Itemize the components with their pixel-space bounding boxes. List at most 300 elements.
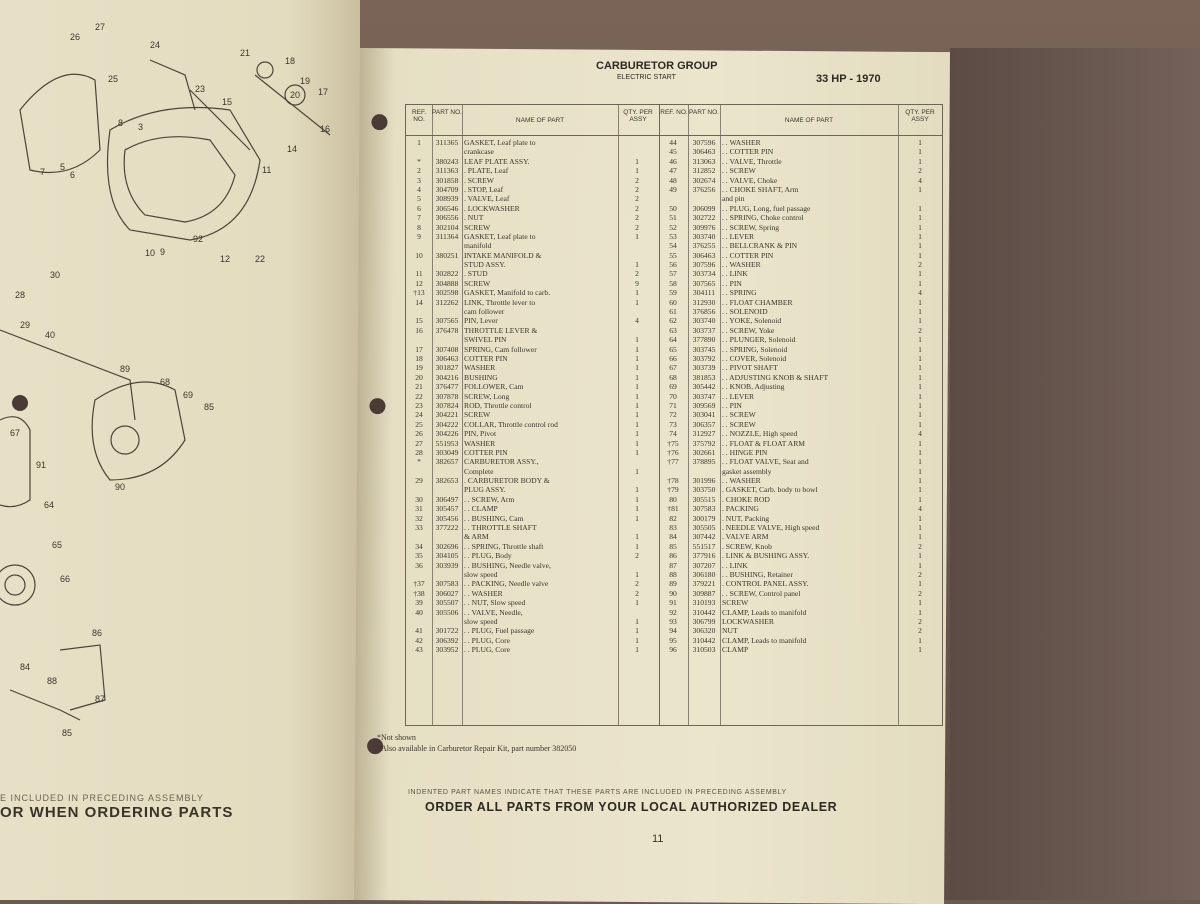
qty: 1: [918, 438, 922, 448]
part-no: 302696: [435, 541, 459, 551]
qty: 1: [918, 156, 922, 166]
part-name: . . PACKING, Needle valve: [464, 579, 549, 589]
qty: 4: [918, 429, 922, 439]
qty: 1: [918, 250, 922, 260]
part-no: 304111: [692, 288, 716, 298]
table-row: [406, 495, 659, 504]
left-footer-order: OR WHEN ORDERING PARTS: [0, 804, 234, 821]
qty: 1: [635, 485, 639, 495]
qty: 1: [918, 579, 922, 589]
ref-no: 80: [669, 494, 677, 504]
part-name: . . NOZZLE, High speed: [722, 429, 798, 439]
qty: 1: [918, 344, 922, 354]
svg-text:9: 9: [160, 247, 166, 257]
svg-text:10: 10: [145, 248, 156, 258]
svg-text:85: 85: [62, 728, 73, 738]
ref-no: 60: [669, 297, 677, 307]
ref-no: 89: [669, 579, 677, 589]
ref-no: 54: [669, 241, 677, 251]
column-header-name: NAME OF PART: [515, 117, 565, 124]
part-no: 306099: [692, 203, 716, 213]
table-row: [660, 288, 943, 297]
part-name: . GASKET, Carb. body to bowl: [722, 485, 818, 495]
qty: 2: [635, 213, 639, 223]
part-no: 307408: [435, 344, 459, 354]
part-no: 301996: [692, 476, 716, 486]
part-no: 303740: [692, 316, 716, 326]
part-no: 310503: [692, 645, 716, 655]
ref-no: 64: [669, 335, 677, 345]
part-name: slow speed: [464, 616, 498, 626]
table-row: [406, 570, 659, 579]
part-no: 302822: [435, 269, 459, 279]
part-no: 305507: [435, 598, 459, 608]
part-name: LOCKWASHER: [722, 616, 774, 626]
part-no: 376256: [692, 184, 716, 194]
ref-no: 61: [669, 307, 677, 317]
table-row: [660, 345, 943, 354]
part-name: . LOCKWASHER: [464, 203, 520, 213]
part-name: . . YOKE, Solenoid: [722, 316, 782, 326]
table-row: [660, 373, 943, 382]
part-name: manifold: [464, 241, 492, 251]
ref-no: 29: [415, 476, 423, 486]
qty: 9: [635, 278, 639, 288]
ref-no: 53: [669, 231, 677, 241]
qty: 1: [918, 335, 922, 345]
table-row: [406, 626, 659, 635]
binder-hole: [369, 398, 385, 414]
ref-no: 65: [669, 344, 677, 354]
part-name: COLLAR, Throttle control rod: [464, 419, 558, 429]
ref-no: 36: [415, 560, 423, 570]
part-no: 305457: [435, 504, 459, 514]
part-no: 307565: [692, 278, 716, 288]
table-row: [406, 363, 659, 372]
table-row: [406, 457, 659, 466]
qty: 1: [635, 513, 639, 523]
part-name: CARBURETOR ASSY.,: [464, 457, 539, 467]
column-header-qty: QTY. PER ASSY: [905, 109, 935, 123]
qty: 4: [918, 175, 922, 185]
ref-no: 68: [669, 372, 677, 382]
page-subtitle: ELECTRIC START: [617, 74, 676, 81]
table-row: [660, 166, 943, 175]
qty: 1: [635, 626, 639, 636]
ref-no: 26: [415, 429, 423, 439]
ref-no: 17: [415, 344, 423, 354]
part-no: 300179: [692, 513, 716, 523]
table-row: [406, 373, 659, 382]
part-no: 382657: [435, 457, 459, 467]
part-no: 306497: [435, 494, 459, 504]
part-no: 306392: [435, 635, 459, 645]
table-row: [660, 363, 943, 372]
ref-no: 95: [669, 635, 677, 645]
ref-no: 21: [415, 382, 423, 392]
part-no: 302674: [692, 175, 716, 185]
part-name: . . PIN: [722, 278, 742, 288]
svg-text:15: 15: [222, 97, 233, 107]
part-name: . . BUSHING, Retainer: [722, 569, 793, 579]
ref-no: 83: [669, 523, 677, 533]
part-name: COTTER PIN: [464, 353, 508, 363]
table-row: [660, 485, 943, 494]
table-row: [660, 382, 943, 391]
part-name: . . HINGE PIN: [722, 447, 768, 457]
part-name: INTAKE MANIFOLD &: [464, 250, 542, 260]
part-no: 304216: [435, 372, 459, 382]
part-no: 306463: [435, 353, 459, 363]
table-row: [660, 204, 943, 213]
part-name: . VALVE, Leaf: [464, 194, 510, 204]
qty: 1: [918, 523, 922, 533]
ref-no: *: [417, 457, 421, 467]
part-no: 302661: [692, 447, 716, 457]
qty: 1: [635, 156, 639, 166]
ref-no: 59: [669, 288, 677, 298]
part-no: 305456: [435, 513, 459, 523]
part-no: 307583: [692, 504, 716, 514]
table-row: [660, 420, 943, 429]
table-row: [660, 579, 943, 588]
note-repair-kit: †Also available in Carburetor Repair Kit, part number 382050: [377, 744, 577, 753]
table-row: [660, 467, 943, 476]
svg-text:89: 89: [120, 364, 131, 374]
part-name: SCREW: [722, 598, 749, 608]
ref-no: 46: [669, 156, 677, 166]
svg-text:92: 92: [193, 234, 204, 244]
part-name: . . VALVE, Throttle: [722, 156, 782, 166]
part-name: . CHOKE ROD: [722, 494, 770, 504]
part-name: STUD ASSY.: [464, 260, 506, 270]
qty: 1: [918, 494, 922, 504]
ref-no: 1: [417, 138, 421, 147]
ref-no: 51: [669, 213, 677, 223]
part-name: . . PIN: [722, 400, 742, 410]
table-row: [406, 157, 659, 166]
part-no: 377890: [692, 335, 716, 345]
ref-no: 45: [669, 147, 677, 157]
ref-no: 24: [415, 410, 423, 420]
part-name: . . LEVER: [722, 391, 755, 401]
part-no: 309887: [692, 588, 716, 598]
part-name: . . PLUNGER, Solenoid: [722, 335, 796, 345]
part-name: and pin: [722, 194, 745, 204]
part-name: . CONTROL PANEL ASSY.: [722, 579, 809, 589]
table-row: [660, 645, 943, 654]
part-no: 304226: [435, 429, 459, 439]
part-name: . . COTTER PIN: [722, 147, 774, 157]
qty: 1: [635, 382, 639, 392]
part-name: THROTTLE LEVER &: [464, 325, 538, 335]
part-name: . . BUSHING, Cam: [464, 513, 524, 523]
part-no: 380243: [435, 156, 459, 166]
ref-no: 92: [669, 607, 677, 617]
part-name: PIN, Pivot: [464, 429, 497, 439]
qty: 1: [918, 447, 922, 457]
part-name: . . FLOAT CHAMBER: [722, 297, 793, 307]
part-no: 303740: [692, 231, 716, 241]
part-name: ROD, Throttle control: [464, 400, 532, 410]
part-no: 306799: [692, 616, 716, 626]
part-no: 380251: [435, 250, 459, 260]
qty: 4: [635, 316, 639, 326]
model-label: 33 HP - 1970: [816, 73, 881, 85]
qty: 1: [635, 353, 639, 363]
table-row: [406, 617, 659, 626]
svg-text:21: 21: [240, 48, 251, 58]
svg-text:40: 40: [45, 330, 56, 340]
table-row: [406, 579, 659, 588]
qty: 1: [918, 382, 922, 392]
ref-no: †79: [667, 485, 679, 495]
ref-no: 14: [415, 297, 423, 307]
part-name: SCREW: [464, 410, 491, 420]
left-page: [0, 0, 360, 900]
column-header-part: PART NO.: [432, 109, 462, 116]
ref-no: 28: [415, 447, 423, 457]
table-row: [406, 392, 659, 401]
part-name: . CARBURETOR BODY &: [464, 476, 550, 486]
table-row: [660, 279, 943, 288]
ref-no: 73: [669, 419, 677, 429]
part-name: . . VALVE, Choke: [722, 175, 778, 185]
parts-table-right: [659, 105, 943, 725]
background-shadow: [950, 48, 1200, 900]
table-row: [660, 523, 943, 532]
qty: 1: [635, 504, 639, 514]
table-row: [660, 326, 943, 335]
ref-no: 25: [415, 419, 423, 429]
qty: 1: [918, 316, 922, 326]
qty: 1: [918, 391, 922, 401]
part-name: . . PIVOT SHAFT: [722, 363, 778, 373]
qty: 1: [635, 447, 639, 457]
part-name: NUT: [722, 626, 738, 636]
part-no: 308939: [435, 194, 459, 204]
part-no: 306546: [435, 203, 459, 213]
order-line: ORDER ALL PARTS FROM YOUR LOCAL AUTHORIZED DEALER: [425, 800, 838, 814]
part-no: 377916: [692, 551, 716, 561]
svg-text:6: 6: [70, 170, 76, 180]
part-name: BUSHING: [464, 372, 498, 382]
table-row: [406, 298, 659, 307]
svg-text:27: 27: [95, 22, 106, 32]
part-name: . . PLUG, Long, fuel passage: [722, 203, 811, 213]
ref-no: 5: [417, 194, 421, 204]
part-no: 304709: [435, 184, 459, 194]
ref-no: 58: [669, 278, 677, 288]
qty: 2: [635, 184, 639, 194]
table-row: [406, 448, 659, 457]
ref-no: 7: [417, 213, 421, 223]
part-name: . . SCREW, Yoke: [722, 325, 775, 335]
part-no: 306180: [692, 569, 716, 579]
part-name: SWIVEL PIN: [464, 335, 507, 345]
table-row: [406, 598, 659, 607]
part-no: 311364: [435, 231, 459, 241]
part-no: 376478: [435, 325, 459, 335]
table-row: [406, 429, 659, 438]
qty: 2: [635, 222, 639, 232]
part-name: . . WASHER: [722, 476, 761, 486]
ref-no: †75: [667, 438, 679, 448]
part-no: 312930: [692, 297, 716, 307]
svg-text:28: 28: [15, 290, 26, 300]
table-row: [660, 542, 943, 551]
table-row: [660, 626, 943, 635]
qty: 1: [918, 560, 922, 570]
table-row: [406, 204, 659, 213]
ref-no: 41: [415, 626, 423, 636]
ref-no: 63: [669, 325, 677, 335]
ref-no: 74: [669, 429, 677, 439]
part-name: . . CLAMP: [464, 504, 498, 514]
qty: 1: [635, 363, 639, 373]
part-name: . . BELLCRANK & PIN: [722, 241, 798, 251]
qty: 1: [635, 645, 639, 655]
part-name: . . SCREW, Spring: [722, 222, 780, 232]
table-row: [406, 251, 659, 260]
qty: 2: [635, 203, 639, 213]
part-no: 304888: [435, 278, 459, 288]
svg-text:7: 7: [40, 167, 46, 177]
table-row: [660, 269, 943, 278]
part-no: 376255: [692, 241, 716, 251]
ref-no: †77: [667, 457, 679, 467]
part-no: 303939: [435, 560, 459, 570]
ref-no: 3: [417, 175, 421, 185]
qty: 1: [918, 419, 922, 429]
part-no: 301722: [435, 626, 459, 636]
table-row: [660, 598, 943, 607]
qty: 1: [635, 598, 639, 608]
svg-text:25: 25: [108, 74, 119, 84]
table-row: [406, 194, 659, 203]
qty: 1: [635, 372, 639, 382]
ref-no: 27: [415, 438, 423, 448]
qty: 1: [918, 269, 922, 279]
part-no: 382653: [435, 476, 459, 486]
part-name: . LINK & BUSHING ASSY.: [722, 551, 810, 561]
table-row: [406, 260, 659, 269]
part-name: PIN, Lever: [464, 316, 498, 326]
part-name: . . THROTTLE SHAFT: [464, 523, 537, 533]
part-no: 310442: [692, 635, 716, 645]
part-name: . . FLOAT VALVE, Seat and: [722, 457, 809, 467]
table-row: [660, 476, 943, 485]
part-name: GASKET, Manifold to carb.: [464, 288, 551, 298]
table-row: [406, 335, 659, 344]
part-name: . . SCREW, Control panel: [722, 588, 801, 598]
part-no: 305506: [435, 607, 459, 617]
part-name: . . PLUG, Body: [464, 551, 512, 561]
part-name: . STUD: [464, 269, 488, 279]
table-row: [406, 241, 659, 250]
table-row: [660, 617, 943, 626]
qty: 1: [918, 485, 922, 495]
table-row: [660, 316, 943, 325]
qty: 4: [918, 288, 922, 298]
table-row: [406, 608, 659, 617]
svg-text:24: 24: [150, 40, 161, 50]
svg-text:84: 84: [20, 662, 31, 672]
table-row: [406, 636, 659, 645]
part-name: WASHER: [464, 438, 496, 448]
table-row: [660, 298, 943, 307]
svg-text:86: 86: [92, 628, 103, 638]
ref-no: 15: [415, 316, 423, 326]
qty: 2: [635, 551, 639, 561]
part-no: 306463: [692, 147, 716, 157]
part-name: . . BUSHING, Needle valve,: [464, 560, 551, 570]
ref-no: 84: [669, 532, 677, 542]
ref-no: 31: [415, 504, 423, 514]
ref-no: 86: [669, 551, 677, 561]
binder-hole: [12, 395, 28, 411]
part-no: 313063: [692, 156, 716, 166]
ref-no: 42: [415, 635, 423, 645]
part-no: 304105: [435, 551, 459, 561]
part-no: 305515: [692, 494, 716, 504]
qty: 2: [918, 616, 922, 626]
svg-text:18: 18: [285, 56, 296, 66]
qty: 2: [918, 260, 922, 270]
table-row: [660, 354, 943, 363]
table-row: [406, 485, 659, 494]
part-no: 376477: [435, 382, 459, 392]
part-no: 312262: [435, 297, 459, 307]
part-no: 378895: [692, 457, 716, 467]
qty: 1: [918, 635, 922, 645]
part-name: slow speed: [464, 569, 498, 579]
svg-text:67: 67: [10, 428, 21, 438]
table-row: [406, 288, 659, 297]
table-row: [406, 551, 659, 560]
ref-no: 8: [417, 222, 421, 232]
footnotes: [377, 732, 576, 754]
table-row: [406, 307, 659, 316]
part-no: 306463: [692, 250, 716, 260]
qty: 2: [918, 569, 922, 579]
part-name: LINK, Throttle lever to: [464, 297, 536, 307]
qty: 1: [635, 429, 639, 439]
svg-text:5: 5: [60, 162, 66, 172]
callout-26: 26: [70, 32, 81, 42]
ref-no: 48: [669, 175, 677, 185]
part-name: SPRING, Cam follower: [464, 344, 537, 354]
part-no: 302722: [692, 213, 716, 223]
qty: 1: [635, 260, 639, 270]
ref-no: 88: [669, 569, 677, 579]
part-name: . . NUT, Slow speed: [464, 598, 526, 608]
part-name: . . VALVE, Needle,: [464, 607, 523, 617]
qty: 1: [918, 466, 922, 476]
part-no: 303739: [692, 363, 716, 373]
part-name: Complete: [464, 466, 494, 476]
svg-text:22: 22: [255, 254, 266, 264]
part-name: . . CHOKE SHAFT, Arm: [722, 184, 799, 194]
indented-note: INDENTED PART NAMES INDICATE THAT THESE PARTS ARE INCLUDED IN PRECEDING ASSEMBLY: [408, 789, 787, 796]
ref-no: 22: [415, 391, 423, 401]
qty: 1: [635, 532, 639, 542]
ref-no: 6: [417, 203, 421, 213]
qty: 1: [635, 410, 639, 420]
part-no: 312927: [692, 429, 716, 439]
table-row: [660, 401, 943, 410]
part-name: & ARM: [464, 532, 489, 542]
